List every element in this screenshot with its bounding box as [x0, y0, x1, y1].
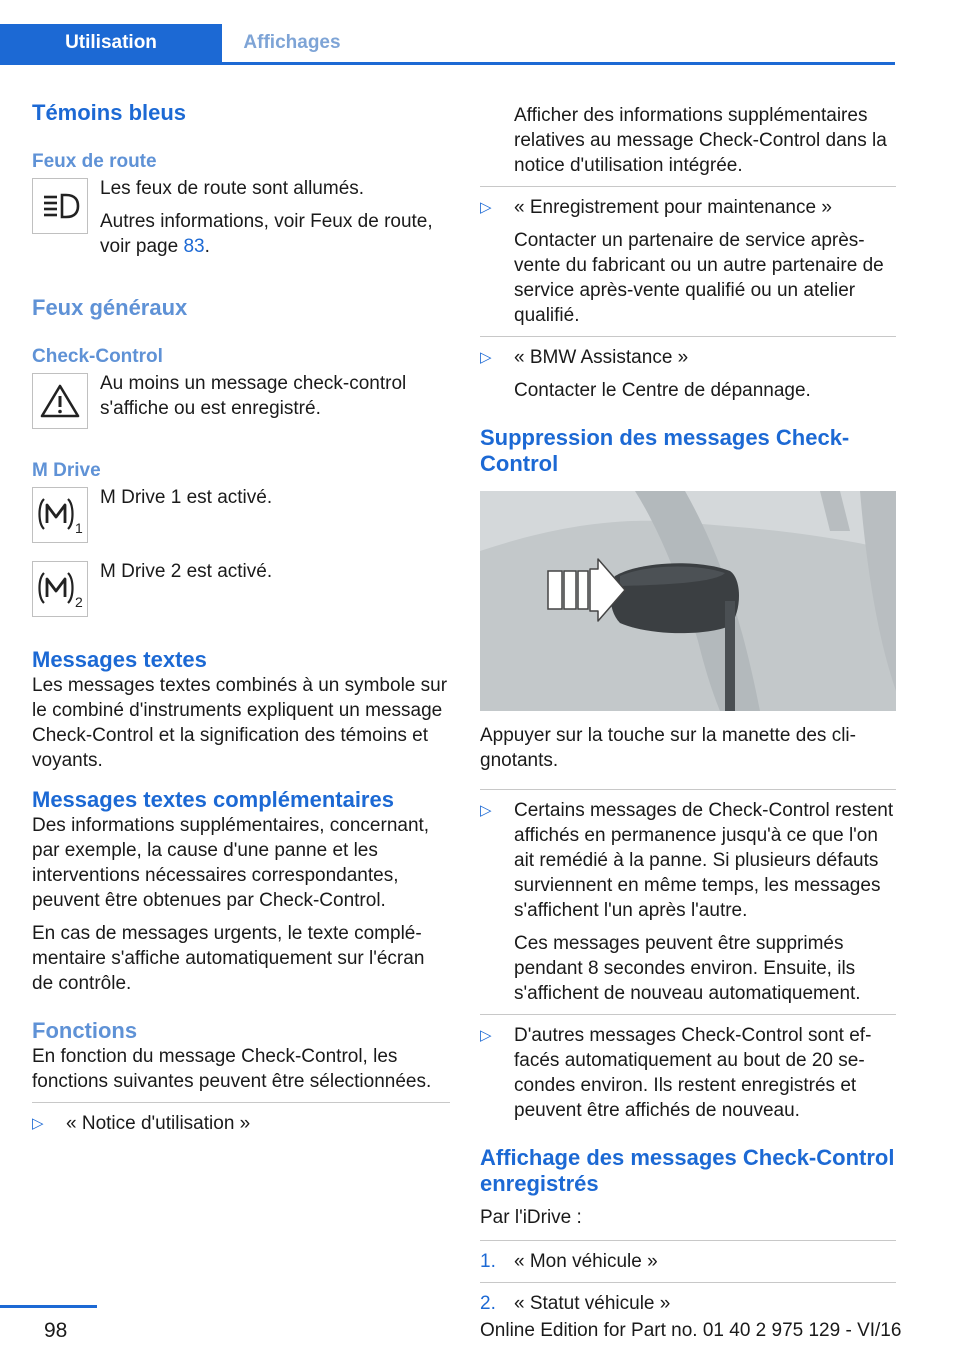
divider: [480, 186, 896, 187]
divider: [480, 1014, 896, 1015]
heading-m-drive: M Drive: [32, 460, 101, 481]
divider: [480, 1240, 896, 1241]
bullet-bmw-text: Contacter le Centre de dépannage.: [514, 380, 811, 401]
bullet-triangle-icon: ▷: [480, 349, 492, 366]
step-1-text: « Mon véhicule »: [514, 1251, 658, 1272]
right-column: [480, 103, 896, 1316]
divider: [32, 1102, 450, 1103]
step-1: [480, 1249, 896, 1274]
feux-route-ref: Autres informations, voir Feux de route, voir page 83.: [100, 211, 433, 257]
m-drive-2-text: M Drive 2 est activé.: [100, 561, 273, 582]
bullet-notice: [32, 1111, 450, 1136]
tab-utilisation[interactable]: Utilisation: [0, 24, 222, 62]
edition-text: Online Edition for Part no. 01 40 2 975 129 - VI/16: [480, 1320, 902, 1341]
bullet-triangle-icon: ▷: [480, 802, 492, 819]
page-link-83[interactable]: 83: [183, 236, 205, 257]
heading-check-control: Check-Control: [32, 346, 163, 367]
heading-affichage: Affichage des messages Check-Control enregistrés: [480, 1145, 895, 1196]
check-control-row: [32, 371, 450, 429]
notice-continued-text: Afficher des informations supplémentaires relatives au message Check-Control dans la notice d'utilisation intégrée.: [514, 105, 887, 176]
heading-messages-textes: Messages textes: [32, 647, 207, 672]
step-number: 1.: [480, 1251, 496, 1272]
warning-triangle-icon: [32, 373, 88, 429]
turn-signal-lever-image: [480, 491, 896, 711]
tab-affichages[interactable]: Affichages: [243, 32, 341, 53]
bullet-enregistrement-label: « Enregistrement pour maintenance »: [514, 197, 832, 218]
bullet-bmw-assistance: [480, 345, 896, 403]
svg-text:2: 2: [75, 594, 83, 609]
heading-suppression: Suppression des messages Check-Control: [480, 425, 850, 476]
complementaires-text-1: Des informations supplémentaires, concernant, par exemple, la cause d'une panne et les interventions nécessaires correspondantes, peuvent être obtenues par Check-Control.: [32, 815, 430, 911]
left-column: [32, 100, 450, 1136]
bullet-triangle-icon: ▷: [32, 1115, 44, 1132]
high-beam-icon: [32, 178, 88, 234]
m-drive-1-text: M Drive 1 est activé.: [100, 487, 273, 508]
complementaires-text-2: En cas de messages urgents, le texte complémentaire s'affiche automatiquement sur l'écran de contrôle.: [32, 923, 425, 994]
m-drive-2-icon: [32, 561, 88, 617]
bullet-enregistrement: [480, 195, 896, 328]
header-tabs: [0, 24, 895, 65]
bullet-triangle-icon: ▷: [480, 1027, 492, 1044]
divider: [480, 1282, 896, 1283]
step-2: [480, 1291, 896, 1316]
bullet-notice-text: « Notice d'utilisation »: [66, 1113, 251, 1134]
bullet-triangle-icon: ▷: [480, 199, 492, 216]
step-number: 2.: [480, 1293, 496, 1314]
m-drive-1-icon: [32, 487, 88, 543]
bullet-enregistrement-text: Contacter un partenaire de service après-vente du fabricant ou un autre partenaire de service après-vente qualifié ou un atelier qualifié.: [514, 230, 884, 326]
feux-route-text: Les feux de route sont allumés.: [100, 178, 365, 199]
appuyer-text: Appuyer sur la touche sur la manette des clignotants.: [480, 725, 856, 771]
fonctions-text: En fonction du message Check-Control, les fonctions suivantes peuvent être sélectionnées.: [32, 1046, 432, 1092]
heading-feux-de-route: Feux de route: [32, 151, 157, 172]
feux-route-row: [32, 176, 450, 259]
messages-textes-text: Les messages textes combinés à un symbole sur le combiné d'instruments expliquent un message Check-Control et la signification des témoins et voyants.: [32, 675, 448, 771]
m-drive-1-row: [32, 485, 450, 543]
step-2-text: « Statut véhicule »: [514, 1293, 671, 1314]
page-number: 98: [44, 1319, 68, 1342]
divider: [480, 336, 896, 337]
notice-continued: [480, 103, 896, 178]
heading-messages-complementaires: Messages textes complémentaires: [32, 787, 394, 812]
bullet-certains-text-2: Ces messages peuvent être supprimés pendant 8 secondes environ. Ensuite, ils s'affichent de nouveau automatiquement.: [514, 933, 861, 1004]
heading-temoins-bleus: Témoins bleus: [32, 100, 187, 125]
bullet-autres-text: D'autres messages Check-Control sont effacés automatiquement au bout de 20 secondes environ. Ils restent enregistrés et peuvent être affichés de nouveau.: [514, 1025, 872, 1121]
bullet-bmw-label: « BMW Assistance »: [514, 347, 689, 368]
heading-fonctions: Fonctions: [32, 1018, 138, 1043]
footer-accent-line: [0, 1305, 97, 1308]
heading-feux-generaux: Feux généraux: [32, 295, 188, 320]
m-drive-2-row: [32, 559, 450, 617]
bullet-certains: [480, 798, 896, 1006]
check-control-text: Au moins un message check-control s'affiche ou est enregistré.: [100, 373, 407, 419]
divider: [480, 789, 896, 790]
par-idrive-text: Par l'iDrive :: [480, 1207, 582, 1228]
bullet-autres: [480, 1023, 896, 1123]
svg-text:1: 1: [75, 520, 83, 535]
bullet-certains-text: Certains messages de Check-Control restent affichés en permanence jusqu'à ce que l'on ait remédié à la panne. Si plusieurs défauts surviennent en même temps, les messages s'affichent l'un après l'autre.: [514, 800, 894, 921]
